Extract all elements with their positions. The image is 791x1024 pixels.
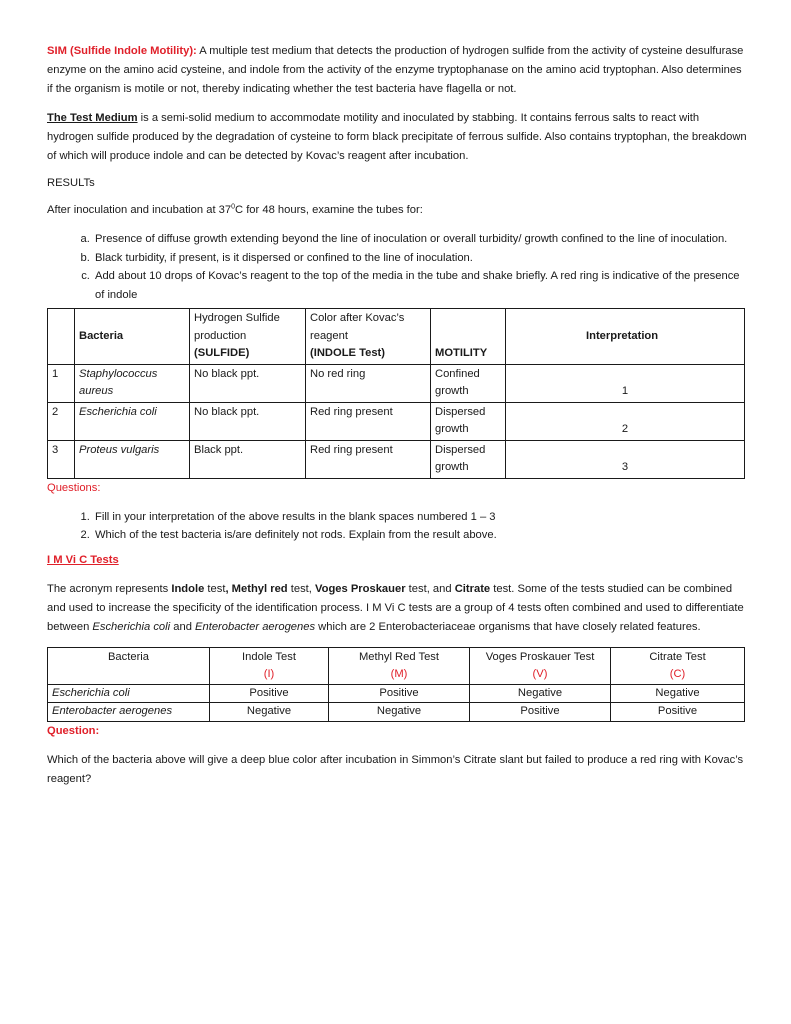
header-citrate-label: Citrate Test xyxy=(649,650,706,663)
header-indole-line2: reagent xyxy=(310,329,348,342)
header-sulfide-line2: production xyxy=(194,329,247,342)
row-number: 3 xyxy=(48,440,75,478)
row-number: 1 xyxy=(48,364,75,402)
table-row xyxy=(48,684,745,703)
header-sulfide-line1: Hydrogen Sulfide xyxy=(194,312,280,324)
header-indole xyxy=(306,309,431,365)
imvic-text: which are 2 Enterobacteriaceae organisms that have closely related features. xyxy=(315,620,701,633)
header-interpretation: Interpretation xyxy=(506,309,745,365)
row-methyl: Positive xyxy=(329,684,470,703)
imvic-text: test. Some of the tests studied can be combined and used to increase the specificity of the identification process. I M Vi C tests are a group of 4 tests often combined and used to differentiate between xyxy=(47,582,744,633)
step-item: c. Add about 10 drops of Kovac’s reagent to the top of the media in the tube and shake briefly. A red ring is indicative of the presence of indole xyxy=(93,267,747,304)
motility-line1: Dispersed xyxy=(435,405,486,418)
imvic-text: test xyxy=(204,582,226,595)
imvic-heading: I M Vi C Tests xyxy=(47,553,119,566)
motility-line1: Dispersed xyxy=(435,443,486,456)
row-indole: Positive xyxy=(210,684,329,703)
imvic-voges: Voges Proskauer xyxy=(314,582,406,595)
sim-results-table xyxy=(47,308,745,479)
row-sulfide: Black ppt. xyxy=(190,440,306,478)
row-interpretation-blank[interactable]: 2 xyxy=(506,402,745,440)
motility-line2: growth xyxy=(435,461,469,473)
questions-label: Questions: xyxy=(47,481,101,494)
imvic-methyl-red: Methyl red xyxy=(231,582,288,595)
imvic-citrate: Citrate xyxy=(454,582,491,595)
row-bacteria: Proteus vulgaris xyxy=(75,440,190,478)
imvic-text: and xyxy=(170,620,196,633)
imvic-text: test, xyxy=(287,582,315,595)
header-indole-line1: Color after Kovac’s xyxy=(310,312,405,324)
header-number-cell xyxy=(48,309,75,365)
header-bacteria: Bacteria xyxy=(75,309,190,365)
row-indole: No red ring xyxy=(306,364,431,402)
results-label: RESULTs xyxy=(47,177,95,189)
table-row xyxy=(48,364,745,402)
sim-intro-text: A multiple test medium that detects the production of hydrogen sulfide from the activity of cysteine desulfurase enzyme on the amino acid cysteine, and indole from the activity of the enzyme tryptophanase on the amino acid tryptophan. Also determines if the organism is motile or not, thereby indicating whether the test bacteria have flagella or not. xyxy=(47,45,744,95)
question-item: 1. Fill in your interpretation of the above results in the blank spaces numbered 1 – 3 xyxy=(93,508,747,527)
row-bacteria xyxy=(75,364,190,402)
row-indole: Red ring present xyxy=(306,402,431,440)
row-voges: Negative xyxy=(470,684,611,703)
imvic-comma: , xyxy=(225,582,229,595)
test-medium-heading: The Test Medium xyxy=(47,112,138,124)
sim-intro-paragraph xyxy=(47,42,747,99)
question-label: Question: xyxy=(47,724,100,737)
motility-line2: growth xyxy=(435,423,469,435)
incubation-instruction xyxy=(47,201,747,220)
step-item: b. Black turbidity, if present, is it dispersed or confined to the line of inoculation. xyxy=(93,249,747,268)
table-row xyxy=(48,440,745,478)
table-row xyxy=(48,703,745,722)
bacteria-name-line1: Staphylococcus xyxy=(79,367,158,380)
question-item: 2. Which of the test bacteria is/are definitely not rods. Explain from the result above. xyxy=(93,526,747,545)
header-citrate-code: (C) xyxy=(669,668,686,680)
row-citrate: Negative xyxy=(611,684,745,703)
row-indole: Red ring present xyxy=(306,440,431,478)
row-indole: Negative xyxy=(210,703,329,722)
row-motility xyxy=(431,402,506,440)
row-sulfide: No black ppt. xyxy=(190,364,306,402)
header-indole-line3: (INDOLE Test) xyxy=(310,347,385,359)
header-voges-label: Voges Proskauer Test xyxy=(485,650,595,663)
header-indole-label: Indole Test xyxy=(242,650,296,663)
imvic-text: The acronym represents xyxy=(47,582,172,595)
imvic-table xyxy=(47,647,745,722)
test-medium-paragraph xyxy=(47,109,747,166)
header-voges-code: (V) xyxy=(532,668,548,680)
header-sulfide-line3: (SULFIDE) xyxy=(194,347,250,359)
table-header-row xyxy=(48,647,745,684)
motility-line2: growth xyxy=(435,385,469,397)
header-motility: MOTILITY xyxy=(431,309,506,365)
imvic-ecoli: Escherichia coli xyxy=(92,620,171,633)
step-item: a. Presence of diffuse growth extending beyond the line of inoculation or overall turbidity/ growth confined to the line of inoculation. xyxy=(93,230,747,249)
row-interpretation-blank[interactable]: 3 xyxy=(506,440,745,478)
row-bacteria: Escherichia coli xyxy=(48,684,210,703)
sim-heading: SIM (Sulfide Indole Motility): xyxy=(47,45,197,57)
row-bacteria: Enterobacter aerogenes xyxy=(48,703,210,722)
instruction-pre: After inoculation and incubation at 37 xyxy=(47,204,232,216)
header-indole xyxy=(210,647,329,684)
bacteria-name-line2: aureus xyxy=(79,385,114,397)
row-motility xyxy=(431,364,506,402)
row-sulfide: No black ppt. xyxy=(190,402,306,440)
header-citrate xyxy=(611,647,745,684)
header-methyl-label: Methyl Red Test xyxy=(358,650,439,663)
questions-list xyxy=(47,508,747,545)
imvic-indole: Indole xyxy=(171,582,205,595)
header-sulfide xyxy=(190,309,306,365)
header-methyl xyxy=(329,647,470,684)
table-header-row xyxy=(48,309,745,365)
imvic-eaerogenes: Enterobacter aerogenes xyxy=(195,620,316,633)
document-page xyxy=(47,42,747,789)
instruction-post: C for 48 hours, examine the tubes for: xyxy=(235,204,423,216)
imvic-text: test, and xyxy=(405,582,455,595)
test-medium-text: is a semi-solid medium to accommodate motility and inoculated by stabbing. It contains ferrous salts to react with hydrogen sulfide produced by the degradation of cysteine to form black precipitate of ferrous sulfide. Also contains tryptophan, the breakdown of which will produce indole and can be detected by Kovac’s reagent after incubation. xyxy=(47,112,747,162)
header-methyl-code: (M) xyxy=(390,668,408,680)
row-number: 2 xyxy=(48,402,75,440)
examination-steps xyxy=(47,230,747,304)
imvic-paragraph xyxy=(47,580,747,637)
table-row xyxy=(48,402,745,440)
row-motility xyxy=(431,440,506,478)
motility-line1: Confined xyxy=(435,367,480,380)
row-methyl: Negative xyxy=(329,703,470,722)
row-interpretation-blank[interactable]: 1 xyxy=(506,364,745,402)
header-voges xyxy=(470,647,611,684)
row-voges: Positive xyxy=(470,703,611,722)
row-bacteria: Escherichia coli xyxy=(75,402,190,440)
header-bacteria: Bacteria xyxy=(48,647,210,684)
question-text: Which of the bacteria above will give a deep blue color after incubation in Simmon’s Citrate slant but failed to produce a red ring with Kovac’s reagent? xyxy=(47,753,744,785)
degree-superscript: 0 xyxy=(231,203,236,211)
header-indole-code: (I) xyxy=(263,668,275,680)
row-citrate: Positive xyxy=(611,703,745,722)
